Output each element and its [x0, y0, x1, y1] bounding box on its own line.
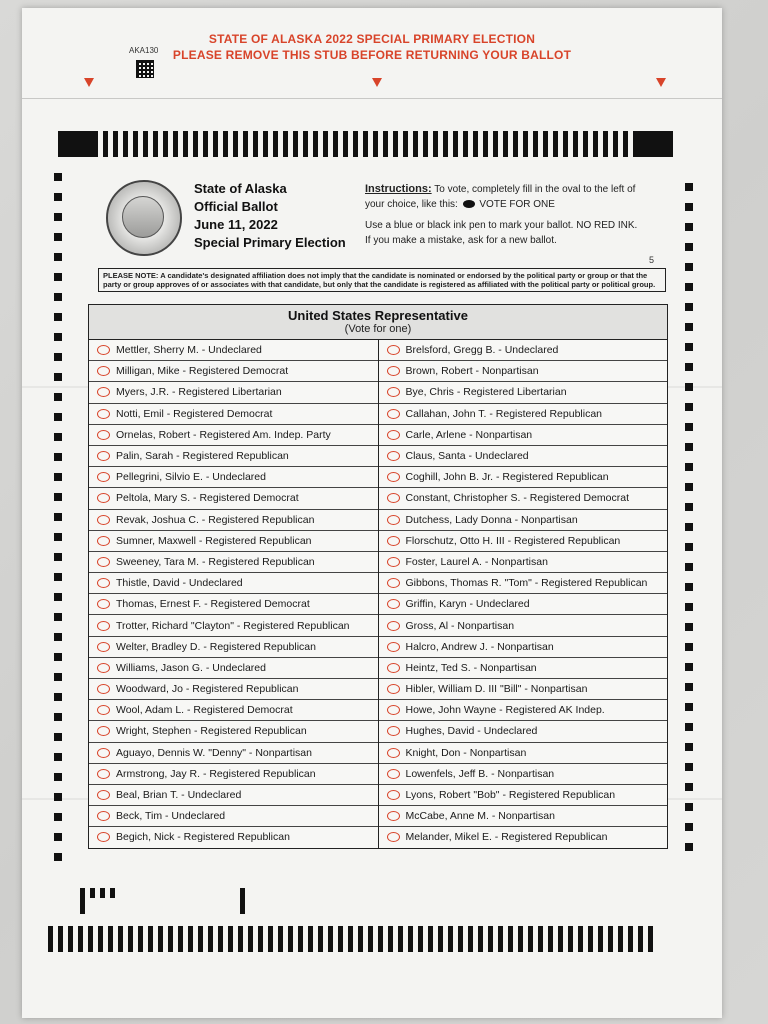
contest-subtitle: (Vote for one) [344, 323, 412, 335]
vote-oval-icon[interactable] [387, 515, 400, 525]
candidate-name: Palin, Sarah - Registered Republican [116, 450, 289, 463]
candidate-name: Hibler, William D. III "Bill" - Nonpartisan [405, 683, 588, 696]
candidate-name: Brelsford, Gregg B. - Undeclared [405, 344, 559, 357]
vote-oval-icon[interactable] [97, 642, 110, 652]
vote-oval-icon[interactable] [97, 769, 110, 779]
candidate-name: Begich, Nick - Registered Republican [116, 831, 290, 844]
vote-oval-icon[interactable] [387, 409, 400, 419]
candidate-name: Williams, Jason G. - Undeclared [116, 661, 266, 674]
candidate-name: Trotter, Richard "Clayton" - Registered Republican [116, 619, 350, 632]
candidate-row[interactable] [89, 615, 378, 636]
candidate-row[interactable] [89, 361, 378, 382]
vote-oval-icon[interactable] [97, 557, 110, 567]
candidate-name: Mettler, Sherry M. - Undeclared [116, 344, 262, 357]
candidate-name: Welter, Bradley D. - Registered Republican [116, 640, 316, 653]
vote-oval-icon[interactable] [97, 621, 110, 631]
candidate-row[interactable] [89, 510, 378, 531]
candidate-name: Aguayo, Dennis W. "Denny" - Nonpartisan [116, 746, 312, 759]
candidate-column-left [89, 340, 378, 848]
candidate-row[interactable] [89, 404, 378, 425]
candidate-row[interactable] [89, 827, 378, 847]
candidate-name: Carle, Arlene - Nonpartisan [405, 428, 533, 441]
instructions-ink: Use a blue or black ink pen to mark your ballot. NO RED INK. If you make a mistake, ask for a new ballot. [365, 220, 638, 246]
candidate-row[interactable] [89, 488, 378, 509]
candidate-name: Hughes, David - Undeclared [405, 725, 538, 738]
vote-oval-icon[interactable] [387, 726, 400, 736]
candidate-name: Brown, Robert - Nonpartisan [405, 365, 539, 378]
candidate-name: Revak, Joshua C. - Registered Republican [116, 513, 315, 526]
vote-oval-icon[interactable] [387, 430, 400, 440]
candidate-row[interactable] [379, 488, 668, 509]
candidate-name: Thistle, David - Undeclared [116, 577, 243, 590]
stub-instruction: PLEASE REMOVE THIS STUB BEFORE RETURNING YOUR BALLOT [172, 48, 572, 62]
candidate-row[interactable] [379, 658, 668, 679]
timing-marks-left [54, 173, 64, 873]
candidate-name: Constant, Christopher S. - Registered Democrat [405, 492, 630, 505]
candidate-row[interactable] [89, 446, 378, 467]
vote-oval-icon[interactable] [97, 684, 110, 694]
candidate-name: Notti, Emil - Registered Democrat [116, 407, 273, 420]
candidate-row[interactable] [379, 743, 668, 764]
vote-oval-icon[interactable] [97, 748, 110, 758]
candidate-name: Melander, Mikel E. - Registered Republican [405, 831, 608, 844]
candidate-name: Foster, Laurel A. - Nonpartisan [405, 555, 548, 568]
ballot-stub [22, 8, 722, 99]
contest-box [88, 304, 668, 849]
candidate-row[interactable] [379, 827, 668, 847]
qr-code-icon [136, 60, 154, 78]
candidate-row[interactable] [379, 785, 668, 806]
vote-oval-icon[interactable] [97, 726, 110, 736]
candidate-row[interactable] [89, 679, 378, 700]
candidate-row[interactable] [379, 446, 668, 467]
vote-oval-icon[interactable] [97, 345, 110, 355]
vote-oval-icon[interactable] [387, 536, 400, 546]
vote-oval-icon[interactable] [387, 621, 400, 631]
candidate-row[interactable] [379, 382, 668, 403]
candidate-name: Thomas, Ernest F. - Registered Democrat [116, 598, 310, 611]
candidate-name: Knight, Don - Nonpartisan [405, 746, 527, 759]
candidate-name: Lowenfels, Jeff B. - Nonpartisan [405, 767, 555, 780]
vote-oval-icon[interactable] [387, 705, 400, 715]
tear-triangle-icon [372, 78, 382, 87]
candidate-name: Pellegrini, Silvio E. - Undeclared [116, 471, 266, 484]
vote-oval-icon[interactable] [97, 663, 110, 673]
vote-oval-icon[interactable] [97, 811, 110, 821]
vote-oval-icon[interactable] [387, 578, 400, 588]
ballot-code: AKA130 [129, 46, 159, 55]
instructions-example: VOTE FOR ONE [479, 199, 555, 210]
candidate-name: Lyons, Robert "Bob" - Registered Republican [405, 789, 616, 802]
vote-oval-icon[interactable] [387, 748, 400, 758]
candidate-name: Coghill, John B. Jr. - Registered Republican [405, 471, 609, 484]
candidate-row[interactable] [379, 721, 668, 742]
candidate-row[interactable] [89, 721, 378, 742]
timing-marks-bottom [48, 926, 653, 952]
stub-title: STATE OF ALASKA 2022 SPECIAL PRIMARY ELECTION [208, 32, 536, 46]
vote-oval-icon[interactable] [387, 642, 400, 652]
candidate-name: Claus, Santa - Undeclared [405, 450, 529, 463]
candidate-row[interactable] [89, 594, 378, 615]
vote-oval-icon[interactable] [387, 472, 400, 482]
candidate-name: Dutchess, Lady Donna - Nonpartisan [405, 513, 578, 526]
title-line: State of Alaska [194, 181, 287, 196]
vote-oval-icon[interactable] [97, 366, 110, 376]
vote-oval-icon[interactable] [97, 387, 110, 397]
candidate-row[interactable] [89, 382, 378, 403]
candidate-row[interactable] [379, 340, 668, 361]
candidate-name: Gibbons, Thomas R. "Tom" - Registered Republican [405, 577, 648, 590]
candidate-row[interactable] [89, 743, 378, 764]
filled-oval-icon [463, 200, 475, 208]
candidate-row[interactable] [89, 340, 378, 361]
instructions-text: To vote, completely fill in the oval to the left of your choice, like this: [365, 184, 636, 210]
vote-oval-icon[interactable] [97, 832, 110, 842]
candidate-row[interactable] [89, 425, 378, 446]
instructions-label: Instructions: [365, 183, 432, 195]
candidate-name: Howe, John Wayne - Registered AK Indep. [405, 704, 605, 717]
candidate-name: Woodward, Jo - Registered Republican [116, 683, 299, 696]
candidate-row[interactable] [379, 764, 668, 785]
vote-oval-icon[interactable] [387, 599, 400, 609]
candidate-name: Wool, Adam L. - Registered Democrat [116, 704, 293, 717]
vote-oval-icon[interactable] [97, 536, 110, 546]
state-seal-icon [106, 180, 182, 256]
candidate-row[interactable] [89, 467, 378, 488]
affiliation-note: PLEASE NOTE: A candidate's designated affiliation does not imply that the candidate is nominated or endorsed by the political party or group or that the party or group approves of or associates with that candidate, but only that the candidate is registered as affiliated with the political party or political group. [98, 268, 666, 292]
vote-oval-icon[interactable] [387, 345, 400, 355]
vote-oval-icon[interactable] [97, 493, 110, 503]
vote-oval-icon[interactable] [97, 430, 110, 440]
candidate-name: Beck, Tim - Undeclared [116, 810, 226, 823]
tear-triangle-icon [656, 78, 666, 87]
candidate-name: Armstrong, Jay R. - Registered Republican [116, 767, 316, 780]
candidate-row[interactable] [379, 594, 668, 615]
contest-title: United States Representative [288, 308, 468, 323]
candidate-column-right [378, 340, 668, 848]
ballot-title [194, 180, 346, 252]
timing-marks-top [58, 131, 673, 157]
vote-oval-icon[interactable] [387, 832, 400, 842]
vote-oval-icon[interactable] [97, 451, 110, 461]
vote-oval-icon[interactable] [97, 599, 110, 609]
candidate-row[interactable] [379, 806, 668, 827]
candidate-row[interactable] [379, 404, 668, 425]
candidate-row[interactable] [379, 700, 668, 721]
vote-oval-icon[interactable] [97, 515, 110, 525]
page-number: 5 [649, 255, 655, 265]
title-line: Official Ballot [194, 199, 278, 214]
title-line: Special Primary Election [194, 235, 346, 250]
candidate-row[interactable] [89, 806, 378, 827]
candidate-name: Gross, Al - Nonpartisan [405, 619, 515, 632]
candidate-name: McCabe, Anne M. - Nonpartisan [405, 810, 555, 823]
candidate-name: Ornelas, Robert - Registered Am. Indep. Party [116, 428, 331, 441]
vote-oval-icon[interactable] [97, 409, 110, 419]
vote-oval-icon[interactable] [387, 663, 400, 673]
candidate-row[interactable] [379, 531, 668, 552]
candidate-row[interactable] [379, 467, 668, 488]
vote-oval-icon[interactable] [387, 790, 400, 800]
candidate-name: Callahan, John T. - Registered Republican [405, 407, 603, 420]
vote-oval-icon[interactable] [97, 705, 110, 715]
candidate-name: Halcro, Andrew J. - Nonpartisan [405, 640, 554, 653]
candidate-name: Beal, Brian T. - Undeclared [116, 789, 242, 802]
candidate-row[interactable] [89, 531, 378, 552]
candidate-name: Milligan, Mike - Registered Democrat [116, 365, 289, 378]
candidate-name: Sumner, Maxwell - Registered Republican [116, 534, 312, 547]
candidate-name: Bye, Chris - Registered Libertarian [405, 386, 567, 399]
vote-oval-icon[interactable] [387, 387, 400, 397]
candidate-name: Myers, J.R. - Registered Libertarian [116, 386, 282, 399]
candidate-name: Heintz, Ted S. - Nonpartisan [405, 661, 537, 674]
candidate-name: Griffin, Karyn - Undeclared [405, 598, 530, 611]
candidate-name: Wright, Stephen - Registered Republican [116, 725, 307, 738]
candidate-name: Peltola, Mary S. - Registered Democrat [116, 492, 299, 505]
candidate-row[interactable] [379, 425, 668, 446]
vote-oval-icon[interactable] [387, 557, 400, 567]
timing-marks-right [685, 183, 695, 863]
vote-oval-icon[interactable] [387, 684, 400, 694]
title-line: June 11, 2022 [194, 217, 278, 232]
footer-mark [240, 888, 245, 914]
vote-oval-icon[interactable] [97, 790, 110, 800]
candidate-row[interactable] [89, 573, 378, 594]
candidate-row[interactable] [379, 573, 668, 594]
vote-oval-icon[interactable] [387, 451, 400, 461]
candidate-row[interactable] [89, 658, 378, 679]
candidate-row[interactable] [89, 637, 378, 658]
tear-triangle-icon [84, 78, 94, 87]
contest-header [89, 305, 667, 340]
vote-oval-icon[interactable] [387, 366, 400, 376]
candidate-row[interactable] [89, 700, 378, 721]
candidate-row[interactable] [379, 361, 668, 382]
vote-oval-icon[interactable] [387, 769, 400, 779]
candidate-row[interactable] [379, 552, 668, 573]
instructions [365, 182, 640, 254]
vote-oval-icon[interactable] [97, 578, 110, 588]
vote-oval-icon[interactable] [387, 493, 400, 503]
candidate-row[interactable] [379, 679, 668, 700]
candidate-row[interactable] [89, 552, 378, 573]
candidate-row[interactable] [379, 637, 668, 658]
footer-marks-left [80, 888, 115, 914]
candidate-row[interactable] [379, 615, 668, 636]
vote-oval-icon[interactable] [97, 472, 110, 482]
candidate-name: Florschutz, Otto H. III - Registered Republican [405, 534, 621, 547]
vote-oval-icon[interactable] [387, 811, 400, 821]
candidate-row[interactable] [379, 510, 668, 531]
candidate-row[interactable] [89, 785, 378, 806]
ballot-paper [22, 8, 722, 1018]
candidate-name: Sweeney, Tara M. - Registered Republican [116, 555, 315, 568]
candidate-row[interactable] [89, 764, 378, 785]
